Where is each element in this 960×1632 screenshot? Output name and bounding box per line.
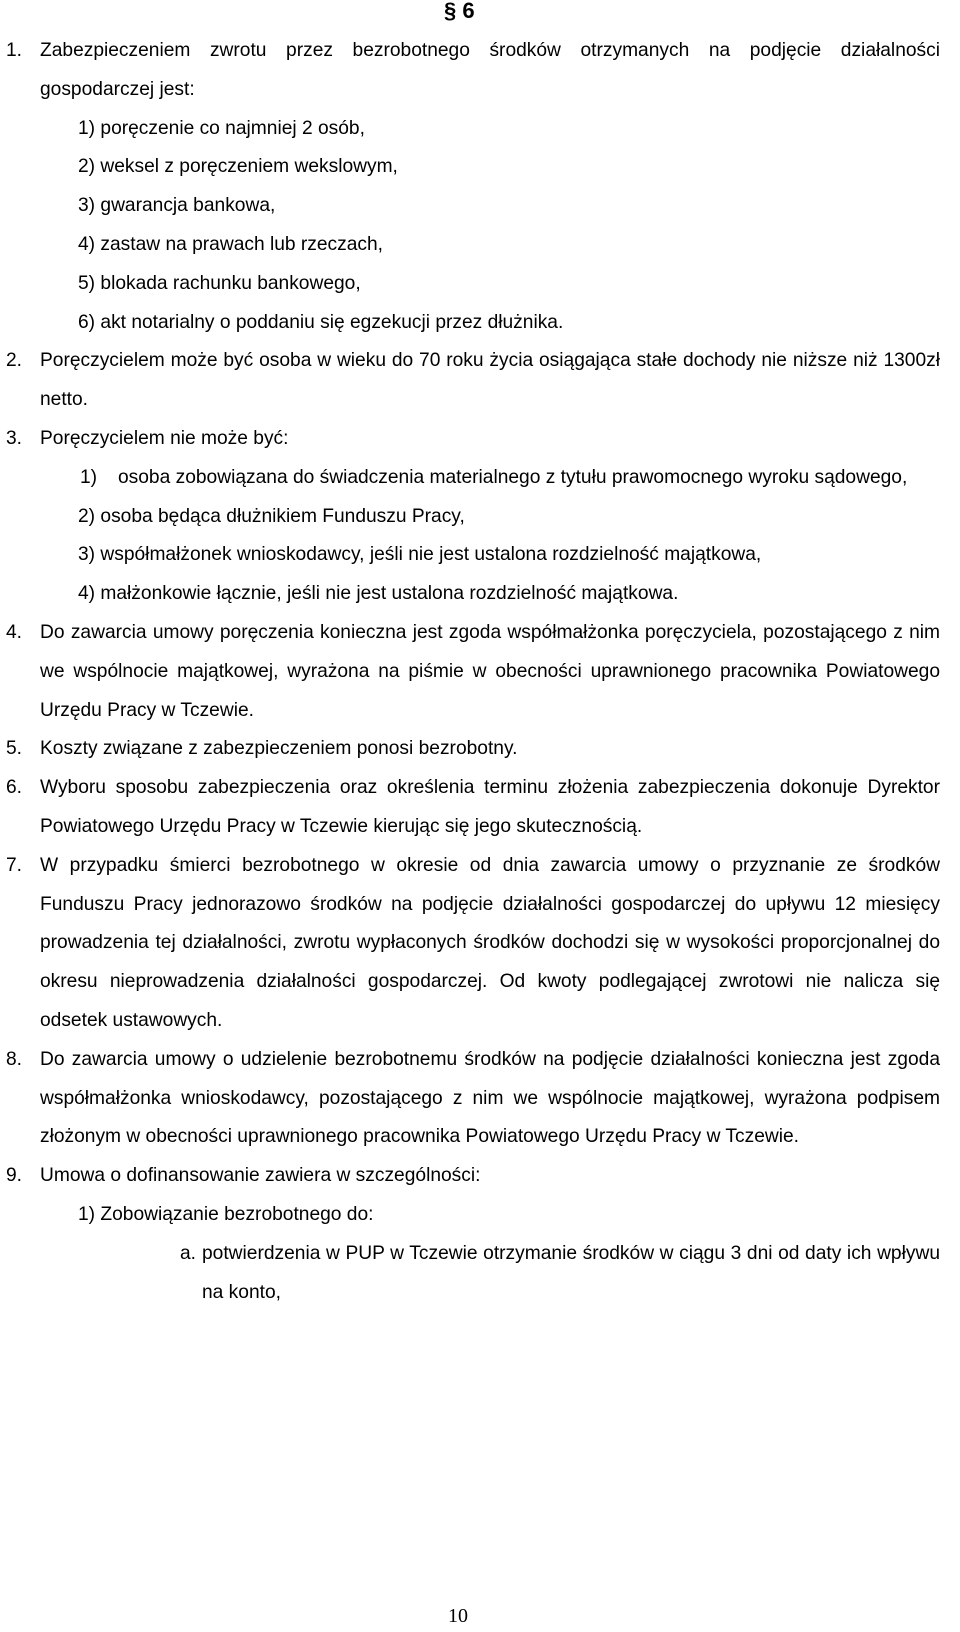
paragraph-text: Do zawarcia umowy poręczenia konieczna jest zgoda współmałżonka poręczyciela, pozostającego z nim we wspólnocie majątkowej, wyrażona na piśmie w obecności uprawnionego pracownika Powiatowego Urzędu Pracy w Tczewie. bbox=[40, 621, 940, 721]
list-item bbox=[0, 459, 940, 498]
paragraph-number: 7. bbox=[6, 854, 23, 876]
paragraph-1 bbox=[0, 32, 940, 110]
paragraph-4 bbox=[0, 614, 940, 730]
paragraph-number: 6. bbox=[6, 777, 23, 799]
sub-list-item-letter: a. bbox=[180, 1242, 197, 1264]
list-item: 2) weksel z poręczeniem wekslowym, bbox=[78, 156, 398, 178]
list-item-text: osoba zobowiązana do świadczenia materialnego z tytułu prawomocnego wyroku sądowego, bbox=[118, 466, 908, 488]
section-heading: § 6 bbox=[444, 0, 475, 23]
paragraph-text: Zabezpieczeniem zwrotu przez bezrobotnego środków otrzymanych na podjęcie działalności gospodarczej jest: bbox=[40, 40, 940, 100]
paragraph-number: 2. bbox=[6, 350, 23, 372]
paragraph-number: 9. bbox=[6, 1165, 23, 1187]
list-item: 1) poręczenie co najmniej 2 osób, bbox=[78, 117, 365, 139]
paragraph-2 bbox=[0, 342, 940, 420]
paragraph-7 bbox=[0, 847, 940, 1041]
list-item: 4) zastaw na prawach lub rzeczach, bbox=[78, 233, 384, 255]
list-item-number: 1) bbox=[80, 466, 98, 488]
list-item: 6) akt notarialny o poddaniu się egzekucji przez dłużnika. bbox=[78, 311, 564, 333]
list-item: 5) blokada rachunku bankowego, bbox=[78, 272, 361, 294]
paragraph-9 bbox=[0, 1157, 940, 1196]
paragraph-6 bbox=[0, 769, 940, 847]
list-item: 3) współmałżonek wnioskodawcy, jeśli nie jest ustalona rozdzielność majątkowa, bbox=[78, 544, 762, 566]
paragraph-number: 4. bbox=[6, 621, 23, 643]
document-body bbox=[0, 32, 940, 1312]
paragraph-text: W przypadku śmierci bezrobotnego w okresie od dnia zawarcia umowy o przyznanie ze środków Funduszu Pracy jednorazowo środków na podjęcie działalności gospodarczej do upływu 12 miesięcy prowadzenia tej działalności, zwrotu wypłaconych środków dochodzi się w wysokości proporcjonalnej do okresu nieprowadzenia działalności gospodarczej. Od kwoty podlegającej zwrotowi nie nalicza się odsetek ustawowych. bbox=[40, 854, 940, 1031]
paragraph-8 bbox=[0, 1041, 940, 1157]
list-item: 4) małżonkowie łącznie, jeśli nie jest ustalona rozdzielność majątkowa. bbox=[78, 583, 679, 605]
paragraph-number: 8. bbox=[6, 1048, 23, 1070]
paragraph-3 bbox=[0, 420, 940, 459]
list-item: 3) gwarancja bankowa, bbox=[78, 195, 276, 217]
sub-list-item bbox=[0, 1235, 940, 1313]
page-number: 10 bbox=[448, 1605, 468, 1627]
paragraph-number: 5. bbox=[6, 738, 23, 760]
paragraph-number: 3. bbox=[6, 427, 23, 449]
list-item: 1) Zobowiązanie bezrobotnego do: bbox=[78, 1203, 374, 1225]
paragraph-text: Poręczycielem może być osoba w wieku do 70 roku życia osiągająca stałe dochody nie niższe niż 1300zł netto. bbox=[40, 350, 940, 411]
list-item: 2) osoba będąca dłużnikiem Funduszu Pracy, bbox=[78, 505, 465, 527]
paragraph-number: 1. bbox=[6, 40, 23, 61]
paragraph-text: Do zawarcia umowy o udzielenie bezrobotnemu środków na podjęcie działalności konieczna jest zgoda współmałżonka wnioskodawcy, pozostającego z nim we wspólnocie majątkowej, wyrażona podpisem złożonym w obecności uprawnionego pracownika Powiatowego Urzędu Pracy w Tczewie. bbox=[40, 1048, 940, 1148]
sub-list-item-text: potwierdzenia w PUP w Tczewie otrzymanie środków w ciągu 3 dni od daty ich wpływu na konto, bbox=[202, 1242, 940, 1303]
paragraph-text: Wyboru sposobu zabezpieczenia oraz określenia terminu złożenia zabezpieczenia dokonuje Dyrektor Powiatowego Urzędu Pracy w Tczewie kierując się jego skutecznością. bbox=[40, 777, 940, 837]
paragraph-text: Umowa o dofinansowanie zawiera w szczególności: bbox=[40, 1165, 481, 1187]
paragraph-5 bbox=[0, 730, 940, 769]
paragraph-text: Koszty związane z zabezpieczeniem ponosi bezrobotny. bbox=[40, 738, 518, 760]
paragraph-text: Poręczycielem nie może być: bbox=[40, 427, 289, 449]
